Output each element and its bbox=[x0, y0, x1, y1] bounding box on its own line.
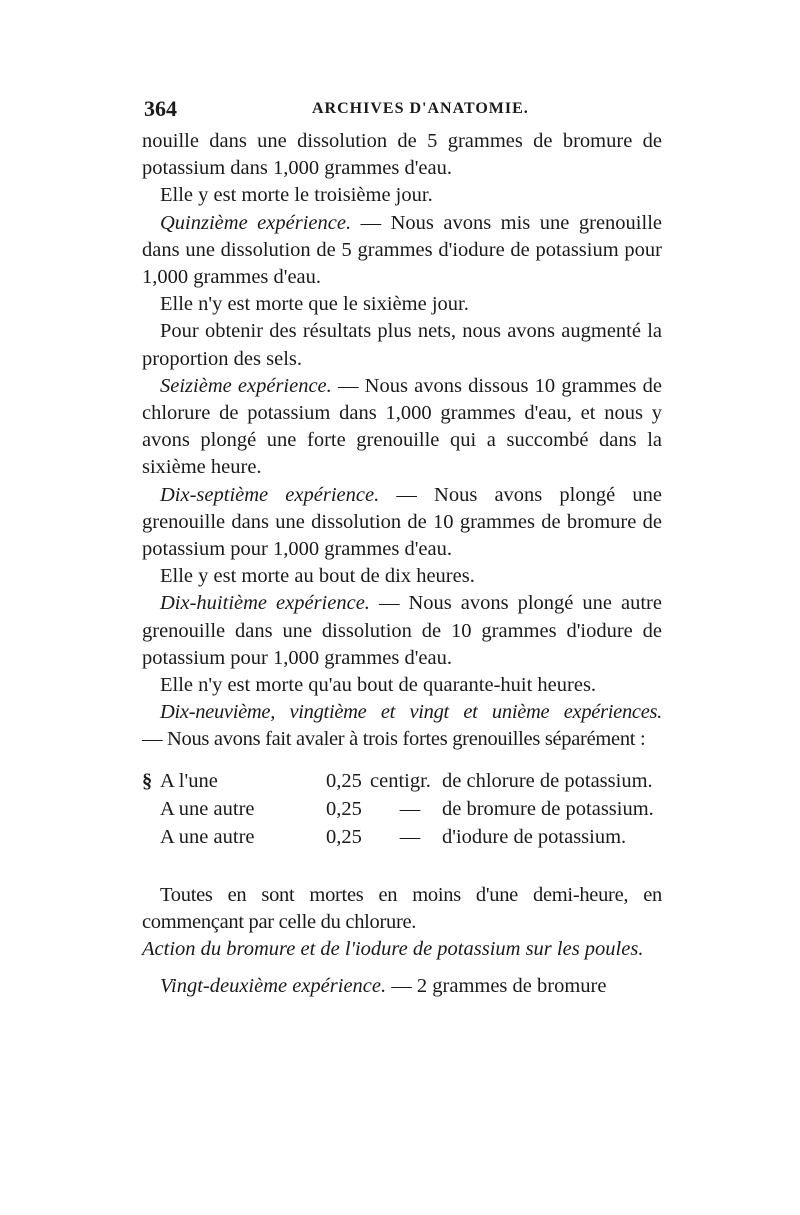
experiment-title: Dix-septième expérience. bbox=[160, 483, 380, 506]
experiment-title: Quinzième expérience. bbox=[160, 211, 352, 234]
page-number: 364 bbox=[144, 96, 177, 121]
experiment-text: — Nous avons plongé une grenouille dans une dissolution de 10 grammes de bromure de potassium pour 1,000 grammes d'eau. bbox=[142, 483, 662, 561]
experiment-text: — Nous avons mis une grenouille dans une dissolution de 5 grammes d'iodure de potassium pour 1,000 grammes d'eau. bbox=[142, 211, 662, 289]
table-row bbox=[142, 824, 662, 852]
paragraph: Pour obtenir des résultats plus nets, nous avons augmenté la proportion des sels. bbox=[142, 320, 662, 370]
paragraph: Elle n'y est morte qu'au bout de quarante-huit heures. bbox=[160, 674, 597, 697]
experiment-title: Dix-huitième expérience. bbox=[160, 592, 370, 615]
experiment-title: Vingt-deuxième expérience. bbox=[160, 975, 387, 998]
experiment-text: — 2 grammes de bromure bbox=[386, 975, 607, 998]
page-body bbox=[142, 128, 662, 1000]
ditto-dash: — bbox=[399, 825, 421, 848]
paragraph-experiment-17 bbox=[142, 482, 662, 564]
paragraph: Elle y est morte le troisième jour. bbox=[160, 184, 433, 207]
paragraph-experiment-15 bbox=[142, 210, 662, 292]
experiment-title: Seizième expérience. bbox=[160, 374, 332, 397]
dosage-table bbox=[142, 768, 662, 852]
substance-cell: d'iodure de potassium. bbox=[442, 825, 627, 848]
paragraph-experiment-16 bbox=[142, 373, 662, 482]
running-title: ARCHIVES D'ANATOMIE. bbox=[312, 100, 529, 117]
paragraph-experiment-22 bbox=[142, 973, 662, 1000]
paragraph-continued: nouille dans une dissolution de 5 grammes de bromure de potassium dans 1,000 grammes d'eau. bbox=[142, 130, 662, 180]
paragraph: Elle n'y est morte que le sixième jour. bbox=[160, 293, 469, 316]
substance-cell: de chlorure de potassium. bbox=[442, 769, 653, 792]
quantity-cell: 0,25 bbox=[326, 769, 362, 792]
subject-cell: A une autre bbox=[160, 825, 255, 848]
paragraph-experiment-18 bbox=[142, 590, 662, 672]
experiment-text: — Nous avons fait avaler à trois fortes grenouilles séparément : bbox=[142, 728, 646, 751]
section-heading: Action du bromure et de l'iodure de potassium sur les poules. bbox=[142, 938, 644, 961]
ditto-dash: — bbox=[399, 797, 421, 820]
quantity-cell: 0,25 bbox=[326, 797, 362, 820]
subject-cell: A l'une bbox=[160, 769, 218, 792]
subject-cell: A une autre bbox=[160, 797, 255, 820]
experiment-text: — Nous avons plongé une autre grenouille dans une dissolution de 10 grammes d'iodure de potassium pour 1,000 grammes d'eau. bbox=[142, 592, 662, 669]
experiment-title: Dix-neuvième, vingtième et vingt et unième expériences. bbox=[160, 701, 662, 724]
substance-cell: de bromure de potassium. bbox=[442, 797, 654, 820]
table-row bbox=[142, 768, 662, 796]
unit-cell: centigr. bbox=[370, 769, 431, 792]
margin-mark: § bbox=[142, 769, 153, 792]
paragraph: Elle y est morte au bout de dix heures. bbox=[160, 565, 475, 588]
experiment-text: — Nous avons dissous 10 grammes de chlorure de potassium dans 1,000 grammes d'eau, et nous y avons plongé une forte grenouille qui a succombé dans la sixième heure. bbox=[142, 374, 662, 479]
table-row bbox=[142, 796, 662, 824]
quantity-cell: 0,25 bbox=[326, 825, 362, 848]
paragraph-result: Toutes en sont mortes en moins d'une demi-heure, en commençant par celle du chlorure. bbox=[142, 883, 662, 933]
page-header bbox=[144, 96, 664, 126]
